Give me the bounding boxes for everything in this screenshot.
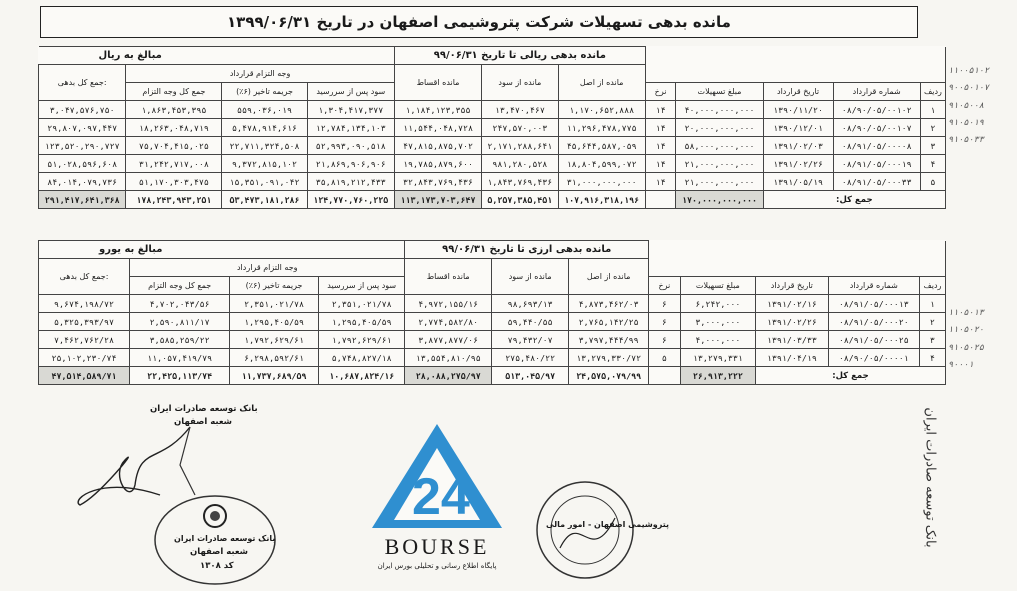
rial-total-installments: ۱۱۳,۱۷۳,۷۰۳,۶۴۷	[394, 191, 481, 209]
rial-cell-delay-penalty: ۵,۴۷۸,۹۱۴,۶۱۶	[222, 119, 307, 137]
rial-cell-contract-no: ۰۸/۹۱/۰۵/۰۰۰۳۳	[833, 173, 920, 191]
rial-cell-contract-no: ۰۸/۹۱/۰۵/۰۰۰۱۹	[833, 155, 920, 173]
rial-cell-amount: ۲۱,۰۰۰,۰۰۰,۰۰۰	[676, 155, 763, 173]
fx-cell-principal: ۱۳,۲۷۹,۳۳۰/۷۲	[569, 349, 649, 367]
document-title: مانده بدهی تسهیلات شرکت پتروشیمی اصفهان در تاریخ ۱۳۹۹/۰۶/۳۱	[227, 13, 731, 31]
fx-col-contract-no: شماره قرارداد	[828, 277, 919, 295]
fx-data-row	[39, 349, 946, 367]
margin-note: ۹۱۰۵۰۳۳	[948, 135, 984, 145]
logo-number: 24	[412, 468, 470, 526]
fx-cell-row: ۲	[919, 313, 945, 331]
rial-cell-contract-date: ۱۳۹۰/۱۲/۰۱	[763, 119, 833, 137]
rial-data-row	[39, 173, 946, 191]
fx-cell-rate: ۵	[648, 349, 680, 367]
rial-debt-table	[38, 46, 946, 209]
fx-cell-amount: ۶,۲۴۲,۰۰۰	[680, 295, 755, 313]
rial-total-principal: ۱۰۷,۹۱۶,۳۱۸,۱۹۶	[558, 191, 645, 209]
rial-cell-profit: ۲,۱۷۱,۲۸۸,۶۴۱	[482, 137, 558, 155]
fx-cell-total-obligation: ۱۱,۰۵۷,۴۱۹/۷۹	[130, 349, 230, 367]
right-vertical-handwriting: بانک توسعه صادرات ایران	[922, 407, 938, 548]
fx-cell-profit: ۲۷۵,۴۸۰/۲۲	[491, 349, 568, 367]
rial-total-rate-empty	[645, 191, 676, 209]
fx-cell-principal: ۲,۷۶۵,۱۴۲/۲۵	[569, 313, 649, 331]
rial-cell-principal: ۱۱,۲۹۶,۴۷۸,۷۷۵	[558, 119, 645, 137]
rial-heading: مانده بدهی ریالی تا تاریخ ۹۹/۰۶/۳۱	[394, 47, 645, 65]
fx-heading-row	[39, 241, 946, 259]
rial-cell-overdue-profit: ۵۲,۹۹۳,۰۹۰,۵۱۸	[307, 137, 394, 155]
fx-cell-contract-date: ۱۳۹۱/۰۴/۱۹	[755, 349, 828, 367]
rial-cell-rate: ۱۴	[645, 173, 676, 191]
rial-col-delay-penalty: جریمه تاخیر (۶٪)	[222, 83, 307, 101]
rial-cell-contract-date: ۱۳۹۱/۰۲/۰۳	[763, 137, 833, 155]
rial-total-profit: ۵,۲۵۷,۳۸۵,۴۵۱	[482, 191, 558, 209]
rial-data-row	[39, 155, 946, 173]
fx-cell-total-debt: ۲۵,۱۰۲,۲۳۰/۷۴	[39, 349, 130, 367]
fx-cell-contract-date: ۱۳۹۱/۰۲/۲۶	[755, 313, 828, 331]
margin-note: ۹۰۰۵۰۱۰۷	[948, 83, 989, 93]
fx-total-total-debt: ۴۷,۵۱۴,۵۸۹/۷۱	[39, 367, 130, 385]
fx-cell-amount: ۱۳,۲۷۹,۳۳۱	[680, 349, 755, 367]
bank-stamp-top-line1: بانک توسعه صادرات ایران	[150, 404, 258, 414]
rial-cell-profit: ۱۳,۴۷۰,۴۶۷	[482, 101, 558, 119]
bank-round-stamp-line2: شعبه اصفهان	[190, 547, 249, 557]
rial-cell-delay-penalty: ۲۲,۷۱۱,۳۲۴,۵۰۸	[222, 137, 307, 155]
fx-total-total-obligation: ۲۲,۴۲۵,۱۱۳/۷۴	[130, 367, 230, 385]
fx-col-rate: نرخ	[648, 277, 680, 295]
rial-col-total-debt: جمع کل بدهی:	[39, 65, 126, 101]
rial-cell-total-debt: ۵۱,۰۲۸,۵۹۶,۶۰۸	[39, 155, 126, 173]
bank-round-stamp-code: کد ۱۳۰۸	[200, 561, 234, 571]
fx-col-principal: مانده از اصل	[569, 259, 649, 295]
fx-cell-delay-penalty: ۱,۷۹۲,۶۲۹/۶۱	[230, 331, 319, 349]
bourse24-emblem-icon	[362, 416, 512, 536]
fx-cell-overdue-profit: ۱,۷۹۲,۶۲۹/۶۱	[318, 331, 405, 349]
fx-cell-installments: ۴,۹۷۲,۱۵۵/۱۶	[405, 295, 492, 313]
rial-col-amount: مبلغ تسهیلات	[676, 83, 763, 101]
fx-cell-amount: ۳,۰۰۰,۰۰۰	[680, 313, 755, 331]
margin-note: ۹۱۰۵۰۲۵	[948, 343, 984, 353]
fx-cell-total-obligation: ۲,۵۹۰,۸۱۱/۱۷	[130, 313, 230, 331]
fx-col-overdue-profit: سود پس از سررسید	[318, 277, 405, 295]
rial-cell-overdue-profit: ۱,۳۰۴,۴۱۷,۳۷۷	[307, 101, 394, 119]
fx-col-row: ردیف	[919, 277, 945, 295]
margin-note: ۱۱۰۵۰۲۰	[948, 325, 984, 335]
rial-col-contract-date: تاریخ قرارداد	[763, 83, 833, 101]
rial-cell-row: ۴	[920, 155, 945, 173]
fx-total-row	[39, 367, 946, 385]
rial-col-contract-no: شماره قرارداد	[833, 83, 920, 101]
fx-total-overdue-profit: ۱۰,۶۸۷,۸۲۴/۱۶	[318, 367, 405, 385]
rial-cell-total-obligation: ۷۵,۷۰۴,۴۱۵,۰۲۵	[126, 137, 222, 155]
rial-cell-rate: ۱۴	[645, 137, 676, 155]
rial-cell-delay-penalty: ۱۵,۳۵۱,۰۹۱,۰۴۲	[222, 173, 307, 191]
fx-cell-rate: ۶	[648, 313, 680, 331]
company-round-seal	[530, 478, 640, 583]
rial-cell-total-debt: ۳,۰۴۷,۵۷۶,۷۵۰	[39, 101, 126, 119]
fx-cell-total-debt: ۷,۴۶۲,۷۶۲/۲۸	[39, 331, 130, 349]
bank-stamp-top-line2: شعبه اصفهان	[174, 417, 233, 427]
rial-cell-row: ۲	[920, 119, 945, 137]
fx-total-amount: ۲۶,۹۱۳,۲۲۲	[680, 367, 755, 385]
fx-cell-overdue-profit: ۵,۷۴۸,۸۲۷/۱۸	[318, 349, 405, 367]
rial-total-label: جمع کل:	[763, 191, 945, 209]
fx-currency-note: مبالغ به یورو	[39, 241, 405, 259]
fx-heading: مانده بدهی ارزی تا تاریخ ۹۹/۰۶/۳۱	[405, 241, 648, 259]
fx-cell-row: ۴	[919, 349, 945, 367]
rial-col-rate: نرخ	[645, 83, 676, 101]
fx-total-delay-penalty: ۱۱,۷۳۷,۶۸۹/۵۹	[230, 367, 319, 385]
rial-cell-total-debt: ۲۹,۸۰۷,۰۹۷,۴۴۷	[39, 119, 126, 137]
fx-cell-contract-date: ۱۳۹۱/۰۲/۱۶	[755, 295, 828, 313]
rial-total-total-debt: ۲۹۱,۴۱۷,۶۴۱,۳۶۸	[39, 191, 126, 209]
rial-cell-total-obligation: ۱۸,۲۶۳,۰۴۸,۷۱۹	[126, 119, 222, 137]
rial-cell-rate: ۱۴	[645, 119, 676, 137]
margin-note: ۹۰۰۰۱	[948, 360, 974, 370]
fx-debt-table	[38, 240, 946, 385]
fx-cell-row: ۳	[919, 331, 945, 349]
fx-data-row	[39, 331, 946, 349]
rial-data-row	[39, 137, 946, 155]
fx-cell-installments: ۳,۸۷۷,۸۷۷/۰۶	[405, 331, 492, 349]
rial-cell-row: ۳	[920, 137, 945, 155]
rial-cell-total-obligation: ۱,۸۶۳,۴۵۳,۳۹۵	[126, 101, 222, 119]
rial-cell-rate: ۱۴	[645, 155, 676, 173]
fx-cell-delay-penalty: ۶,۲۹۸,۵۹۲/۶۱	[230, 349, 319, 367]
rial-cell-overdue-profit: ۱۲,۷۸۴,۱۳۴,۱۰۳	[307, 119, 394, 137]
bourse24-logo	[362, 416, 512, 586]
fx-cell-profit: ۷۹,۴۳۲/۰۷	[491, 331, 568, 349]
rial-cell-overdue-profit: ۳۵,۸۱۹,۲۱۲,۴۳۳	[307, 173, 394, 191]
fx-total-label: جمع کل:	[755, 367, 945, 385]
fx-col-total-debt: جمع کل بدهی:	[39, 259, 130, 295]
rial-cell-contract-date: ۱۳۹۰/۱۱/۲۰	[763, 101, 833, 119]
fx-cell-contract-no: ۰۸/۹۱/۰۵/۰۰۰۱۳	[828, 295, 919, 313]
fx-cell-row: ۱	[919, 295, 945, 313]
fx-col-contract-date: تاریخ قرارداد	[755, 277, 828, 295]
rial-cell-profit: ۲۴۷,۵۷۰,۰۰۳	[482, 119, 558, 137]
rial-cell-principal: ۴۵,۶۴۴,۵۸۷,۰۵۹	[558, 137, 645, 155]
margin-note: ۹۱۰۵۰۰۸	[948, 101, 984, 111]
rial-currency-note: مبالغ به ریال	[39, 47, 395, 65]
fx-cell-installments: ۱۳,۵۵۴,۸۱۰/۹۵	[405, 349, 492, 367]
margin-note: ۱۱۰۰۵۱۰۲	[948, 66, 989, 76]
fx-cell-installments: ۲,۷۷۴,۵۸۲/۸۰	[405, 313, 492, 331]
rial-col-total-obligation: جمع کل وجه التزام	[126, 83, 222, 101]
rial-cell-contract-date: ۱۳۹۱/۰۲/۲۶	[763, 155, 833, 173]
fx-cell-delay-penalty: ۲,۳۵۱,۰۲۱/۷۸	[230, 295, 319, 313]
rial-cell-row: ۵	[920, 173, 945, 191]
rial-cell-total-obligation: ۳۱,۲۴۲,۷۱۷,۰۰۸	[126, 155, 222, 173]
rial-col-profit: مانده از سود	[482, 65, 558, 101]
fx-cell-profit: ۵۹,۴۴۰/۵۵	[491, 313, 568, 331]
rial-data-row	[39, 119, 946, 137]
rial-cell-contract-no: ۰۸/۹۰/۰۵/۰۰۱۰۷	[833, 119, 920, 137]
rial-cell-amount: ۲۰,۰۰۰,۰۰۰,۰۰۰	[676, 119, 763, 137]
logo-word: BOURSE	[384, 534, 490, 559]
fx-cell-rate: ۶	[648, 295, 680, 313]
rial-cell-amount: ۵۸,۰۰۰,۰۰۰,۰۰۰	[676, 137, 763, 155]
rial-cell-total-obligation: ۵۱,۱۷۰,۳۰۳,۴۷۵	[126, 173, 222, 191]
rial-cell-installments: ۱,۱۸۴,۱۲۳,۳۵۵	[394, 101, 481, 119]
rial-cell-overdue-profit: ۲۱,۸۶۹,۹۰۶,۹۰۶	[307, 155, 394, 173]
fx-cell-contract-no: ۰۸/۹۱/۰۵/۰۰۰۲۵	[828, 331, 919, 349]
fx-cell-total-obligation: ۳,۵۸۵,۲۵۹/۲۲	[130, 331, 230, 349]
rial-cell-installments: ۳۲,۸۴۳,۷۶۹,۴۳۶	[394, 173, 481, 191]
rial-data-row	[39, 101, 946, 119]
fx-cell-principal: ۳,۷۹۷,۴۴۴/۹۹	[569, 331, 649, 349]
rial-cell-installments: ۴۷,۸۱۵,۸۷۵,۷۰۲	[394, 137, 481, 155]
rial-col-installments: مانده اقساط	[394, 65, 481, 101]
fx-cell-profit: ۹۸,۶۹۳/۱۳	[491, 295, 568, 313]
fx-cell-total-obligation: ۴,۷۰۲,۰۴۳/۵۶	[130, 295, 230, 313]
margin-note: ۹۱۰۵۰۱۹	[948, 118, 984, 128]
fx-total-rate-empty	[648, 367, 680, 385]
fx-total-profit: ۵۱۳,۰۴۵/۹۷	[491, 367, 568, 385]
rial-cell-total-debt: ۸۴,۰۱۴,۰۷۹,۷۳۶	[39, 173, 126, 191]
rial-cell-amount: ۲۱,۰۰۰,۰۰۰,۰۰۰	[676, 173, 763, 191]
rial-cell-amount: ۴۰,۰۰۰,۰۰۰,۰۰۰	[676, 101, 763, 119]
rial-cell-installments: ۱۹,۷۸۵,۸۷۹,۶۰۰	[394, 155, 481, 173]
rial-cell-installments: ۱۱,۵۴۴,۰۴۸,۷۲۸	[394, 119, 481, 137]
rial-cell-contract-date: ۱۳۹۱/۰۵/۱۹	[763, 173, 833, 191]
rial-total-row	[39, 191, 946, 209]
fx-data-row	[39, 313, 946, 331]
rial-cell-rate: ۱۴	[645, 101, 676, 119]
rial-cell-profit: ۹۸۱,۲۸۰,۵۲۸	[482, 155, 558, 173]
fx-col-obligation-group: وجه التزام قرارداد	[130, 259, 405, 277]
rial-cell-principal: ۱,۱۷۰,۶۵۲,۸۸۸	[558, 101, 645, 119]
fx-cell-principal: ۴,۸۷۳,۴۶۲/۰۳	[569, 295, 649, 313]
rial-col-principal: مانده از اصل	[558, 65, 645, 101]
margin-note: ۱۱۰۵۰۱۳	[948, 308, 984, 318]
rial-cell-principal: ۱۸,۸۰۴,۵۹۹,۰۷۲	[558, 155, 645, 173]
rial-cell-contract-no: ۰۸/۹۱/۰۵/۰۰۰۰۸	[833, 137, 920, 155]
rial-col-overdue-profit: سود پس از سررسید	[307, 83, 394, 101]
rial-total-overdue-profit: ۱۲۴,۷۷۰,۷۶۰,۲۲۵	[307, 191, 394, 209]
rial-cell-profit: ۱,۸۴۳,۷۶۹,۴۳۶	[482, 173, 558, 191]
fx-cell-overdue-profit: ۱,۲۹۵,۴۰۵/۵۹	[318, 313, 405, 331]
fx-col-installments: مانده اقساط	[405, 259, 492, 295]
rial-cell-row: ۱	[920, 101, 945, 119]
rial-cell-contract-no: ۰۸/۹۰/۰۵/۰۰۱۰۲	[833, 101, 920, 119]
fx-cell-contract-no: ۰۸/۹۰/۰۵/۰۰۰۰۱	[828, 349, 919, 367]
fx-total-principal: ۲۴,۵۷۵,۰۷۹/۹۹	[569, 367, 649, 385]
fx-col-delay-penalty: جریمه تاخیر (۶٪)	[230, 277, 319, 295]
fx-cell-amount: ۴,۰۰۰,۰۰۰	[680, 331, 755, 349]
fx-cell-overdue-profit: ۲,۳۵۱,۰۲۱/۷۸	[318, 295, 405, 313]
rial-total-delay-penalty: ۵۳,۴۷۳,۱۸۱,۲۸۶	[222, 191, 307, 209]
fx-col-amount: مبلغ تسهیلات	[680, 277, 755, 295]
fx-cell-contract-date: ۱۳۹۱/۰۳/۳۳	[755, 331, 828, 349]
rial-total-amount: ۱۷۰,۰۰۰,۰۰۰,۰۰۰	[676, 191, 763, 209]
fx-cell-rate: ۶	[648, 331, 680, 349]
logo-caption: پایگاه اطلاع رسانی و تحلیلی بورس ایران	[377, 562, 497, 570]
fx-cell-delay-penalty: ۱,۲۹۵,۴۰۵/۵۹	[230, 313, 319, 331]
company-seal-text: پتروشیمی اصفهان - امور مالی	[546, 520, 669, 529]
fx-cell-total-debt: ۵,۳۲۵,۳۹۳/۹۷	[39, 313, 130, 331]
rial-total-total-obligation: ۱۷۸,۲۴۳,۹۴۳,۲۵۱	[126, 191, 222, 209]
fx-data-row	[39, 295, 946, 313]
rial-col-obligation-group: وجه التزام قرارداد	[126, 65, 395, 83]
rial-cell-principal: ۳۱,۰۰۰,۰۰۰,۰۰۰	[558, 173, 645, 191]
fx-col-profit: مانده از سود	[491, 259, 568, 295]
rial-col-row: ردیف	[920, 83, 945, 101]
rial-cell-total-debt: ۱۲۳,۵۲۰,۲۹۰,۷۲۷	[39, 137, 126, 155]
rial-cell-delay-penalty: ۵۵۹,۰۳۶,۰۱۹	[222, 101, 307, 119]
fx-total-installments: ۲۸,۰۸۸,۲۷۵/۹۷	[405, 367, 492, 385]
fx-col-total-obligation: جمع کل وجه التزام	[130, 277, 230, 295]
rial-heading-row	[39, 47, 946, 65]
fx-cell-contract-no: ۰۸/۹۱/۰۵/۰۰۰۲۰	[828, 313, 919, 331]
bank-round-stamp-line1: بانک توسعه صادرات ایران	[174, 534, 276, 543]
fx-cell-total-debt: ۹,۶۷۴,۱۹۸/۷۲	[39, 295, 130, 313]
rial-cell-delay-penalty: ۹,۳۷۲,۸۱۵,۱۰۲	[222, 155, 307, 173]
document-title-box	[40, 6, 918, 38]
